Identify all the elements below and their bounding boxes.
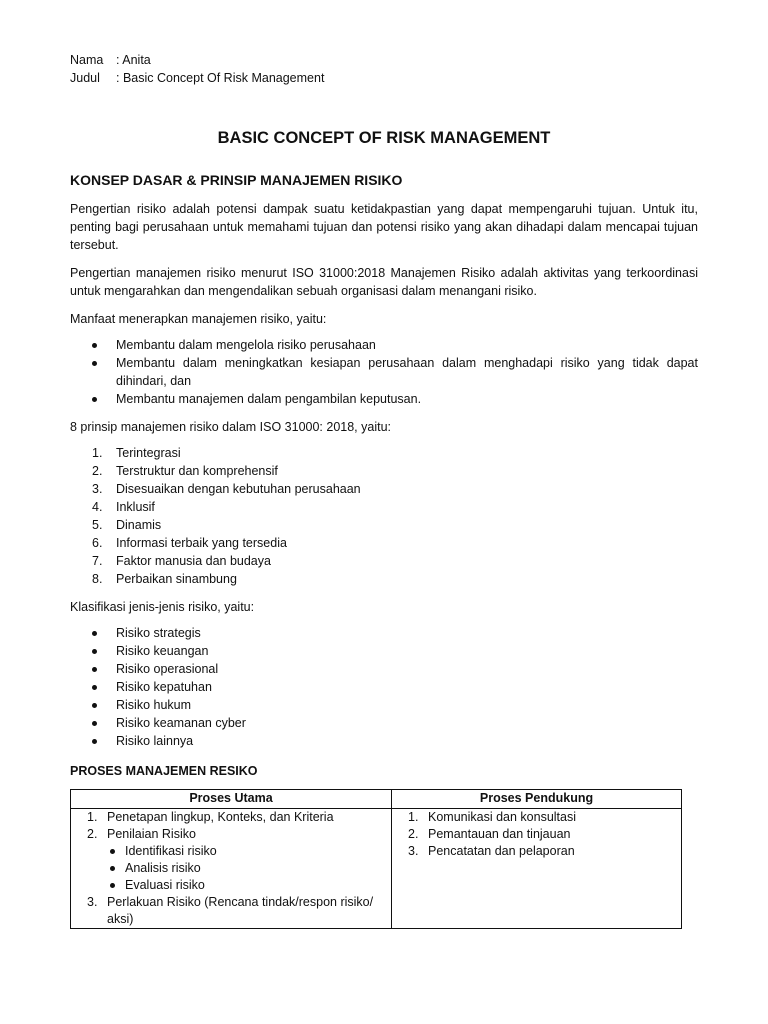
proses-table — [70, 789, 682, 929]
bullet-icon — [92, 397, 97, 402]
list-item: Risiko kepatuhan — [70, 678, 698, 696]
list-item: 1. Komunikasi dan konsultasi — [408, 810, 576, 824]
list-item: 3. Perlakuan Risiko (Rencana tindak/respon risiko/ aksi) — [87, 895, 374, 926]
meta-judul-label: Judul — [70, 71, 100, 85]
document-content — [70, 51, 698, 929]
klasifikasi-list — [70, 624, 698, 750]
list-item: 3. Pencatatan dan pelaporan — [408, 844, 575, 858]
klasifikasi-intro: Klasifikasi jenis-jenis risiko, yaitu: — [70, 600, 255, 614]
cell-proses-utama — [71, 809, 392, 929]
meta-nama-label: Nama — [70, 53, 104, 67]
section-heading-konsep: KONSEP DASAR & PRINSIP MANAJEMEN RISIKO — [70, 172, 403, 188]
proses-heading: PROSES MANAJEMEN RESIKO — [70, 764, 258, 778]
prinsip-intro: 8 prinsip manajemen risiko dalam ISO 31000: 2018, yaitu: — [70, 420, 392, 434]
document-meta — [70, 51, 698, 87]
bullet-icon — [92, 685, 97, 690]
bullet-icon — [110, 866, 115, 871]
proses-pendukung-list — [392, 809, 681, 860]
bullet-icon — [110, 883, 115, 888]
list-item: Risiko hukum — [70, 696, 698, 714]
list-item: Risiko strategis — [70, 624, 698, 642]
list-item: Risiko lainnya — [70, 732, 698, 750]
list-item: Identifikasi risiko — [107, 843, 391, 860]
list-item: Risiko operasional — [70, 660, 698, 678]
list-item: 2. Penilaian Risiko Identifikasi risiko Analisis risiko Evaluasi risiko — [71, 826, 391, 894]
cell-proses-pendukung — [392, 809, 682, 929]
list-item: 1. Penetapan lingkup, Konteks, dan Kriteria — [87, 810, 334, 824]
bullet-icon — [92, 667, 97, 672]
bullet-icon — [92, 631, 97, 636]
bullet-icon — [92, 343, 97, 348]
proses-utama-list — [71, 809, 391, 928]
meta-judul-row — [70, 69, 698, 87]
meta-judul-value: : Basic Concept Of Risk Management — [116, 71, 325, 85]
list-item: 4. Inklusif — [92, 500, 155, 514]
penilaian-sublist — [107, 843, 391, 894]
table-header-row — [71, 790, 682, 809]
bullet-icon — [110, 849, 115, 854]
paragraph-pengertian-risiko: Pengertian risiko adalah potensi dampak suatu ketidakpastian yang dapat mempengaruhi tujuan. Untuk itu, penting bagi perusahaan untuk memahami tujuan dan potensi risiko yang akan dihadapi dalam mencapai tujuan tersebut. — [70, 202, 698, 252]
manfaat-intro: Manfaat menerapkan manajemen risiko, yaitu: — [70, 312, 327, 326]
list-item: 6. Informasi terbaik yang tersedia — [92, 536, 287, 550]
list-item: Risiko keuangan — [70, 642, 698, 660]
bullet-icon — [92, 703, 97, 708]
paragraph-pengertian-manajemen: Pengertian manajemen risiko menurut ISO 31000:2018 Manajemen Risiko adalah aktivitas yang terkoordinasi untuk mengarahkan dan mengendalikan sebuah organisasi dalam menangani risiko. — [70, 266, 698, 298]
list-item: 3. Disesuaikan dengan kebutuhan perusahaan — [92, 482, 361, 496]
bullet-icon — [92, 649, 97, 654]
list-item: 5. Dinamis — [92, 518, 162, 532]
col-header-proses-pendukung: Proses Pendukung — [392, 790, 682, 809]
meta-nama-value: : Anita — [116, 53, 151, 67]
list-item: Membantu dalam mengelola risiko perusahaan — [70, 336, 698, 354]
bullet-icon — [92, 361, 97, 366]
list-item: Risiko keamanan cyber — [70, 714, 698, 732]
list-item: Analisis risiko — [107, 860, 391, 877]
meta-nama-row — [70, 51, 698, 69]
list-item: 2. Pemantauan dan tinjauan — [408, 827, 571, 841]
list-item: Membantu manajemen dalam pengambilan keputusan. — [70, 390, 698, 408]
manfaat-list — [70, 336, 698, 408]
list-item: 7. Faktor manusia dan budaya — [92, 554, 271, 568]
list-item: Membantu dalam meningkatkan kesiapan perusahaan dalam menghadapi risiko yang tidak dapat dihindari, dan — [70, 354, 698, 390]
list-item: 1. Terintegrasi — [92, 446, 181, 460]
list-item: Evaluasi risiko — [107, 877, 391, 894]
list-item: 2. Terstruktur dan komprehensif — [92, 464, 278, 478]
bullet-icon — [92, 721, 97, 726]
document-title: BASIC CONCEPT OF RISK MANAGEMENT — [217, 129, 551, 147]
col-header-proses-utama: Proses Utama — [71, 790, 392, 809]
prinsip-list — [70, 444, 698, 588]
bullet-icon — [92, 739, 97, 744]
list-item: 8. Perbaikan sinambung — [92, 572, 237, 586]
table-row — [71, 809, 682, 929]
